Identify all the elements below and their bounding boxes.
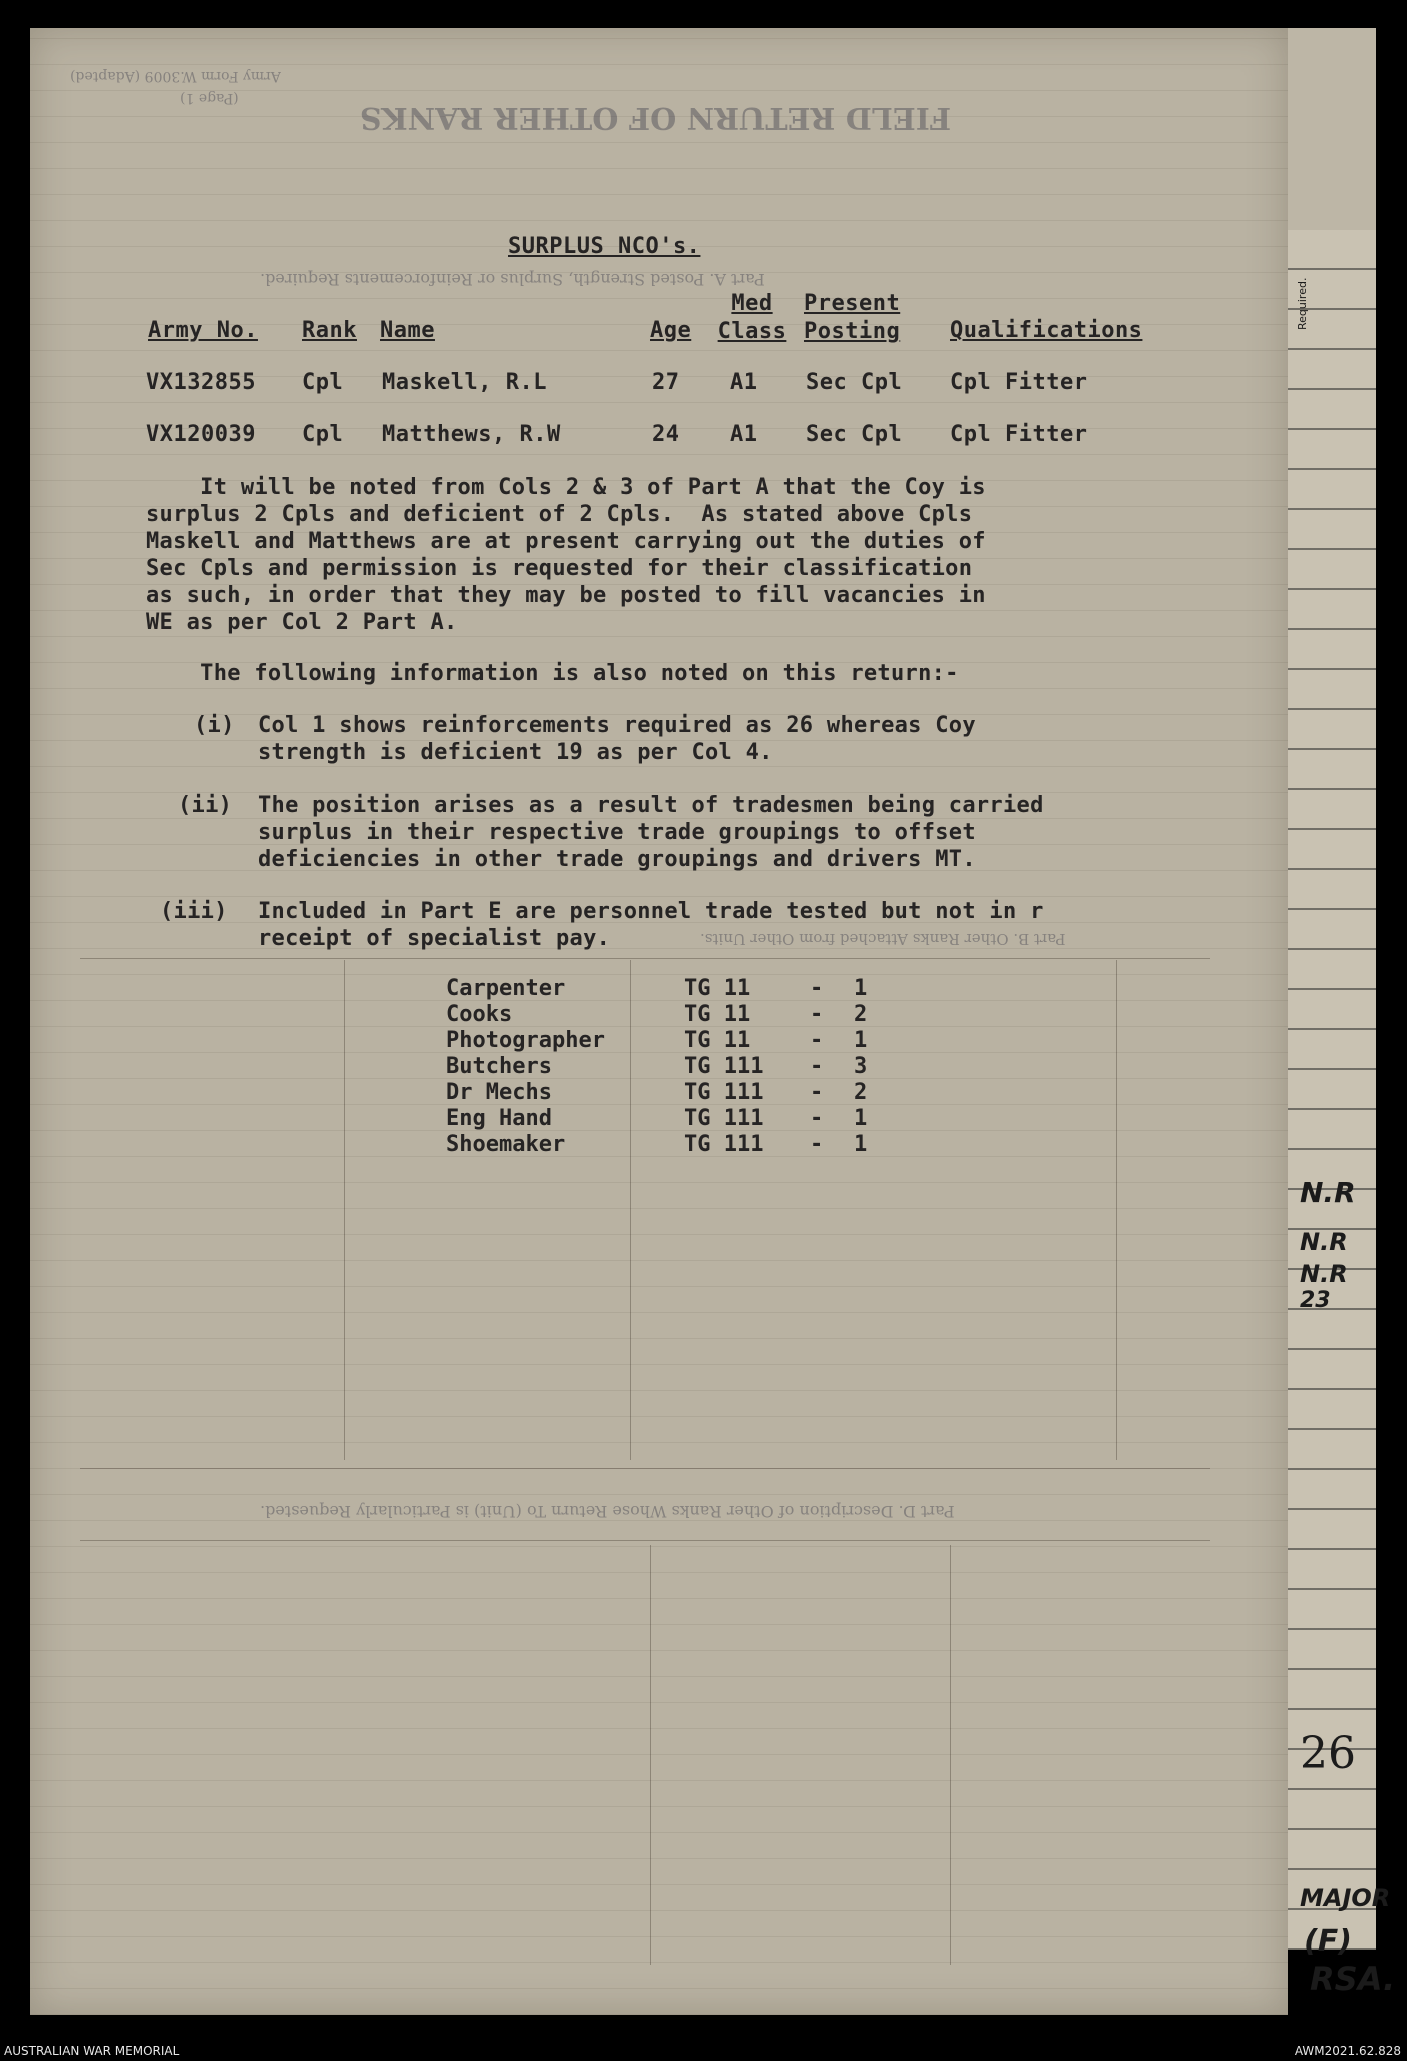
ruled-line — [344, 960, 345, 1460]
trade-dash: - — [810, 1106, 824, 1131]
margin-note-number: 26 — [1300, 1728, 1356, 1779]
list-item — [446, 1132, 868, 1282]
cell-qualifications: Cpl Fitter — [950, 370, 1088, 395]
page-title: SURPLUS NCO's. — [508, 234, 701, 259]
column-header-rank: Rank — [302, 318, 357, 343]
trade-name: Shoemaker — [446, 1132, 566, 1157]
underlying-sheet-edge — [1288, 230, 1376, 1950]
ruled-line — [80, 1540, 1210, 1541]
column-header-age: Age — [650, 318, 692, 343]
item-line: strength is deficient 19 as per Col 4. — [258, 740, 773, 765]
show-through-form-ref: Army Form W.3009 (Adapted) — [70, 68, 281, 84]
trade-group: TG 111 — [684, 1132, 764, 1157]
column-header-army-no: Army No. — [148, 318, 258, 343]
show-through-part-a: Part A. Posted Strength, Surplus or Reinforcements Required. — [260, 270, 765, 289]
margin-note-nr: N.R — [1300, 1260, 1348, 1288]
margin-note-nr: N.R — [1300, 1228, 1348, 1256]
trade-name: Cooks — [446, 1002, 513, 1027]
ruled-line — [650, 1545, 651, 1965]
column-header-present-posting: Present Posting — [804, 291, 901, 344]
ruled-line — [630, 960, 631, 1460]
paragraph-line: WE as per Col 2 Part A. — [146, 610, 458, 635]
trade-dash: - — [810, 1132, 824, 1157]
cell-name: Maskell, R.L — [382, 370, 547, 395]
trade-name: Photographer — [446, 1028, 605, 1053]
cell-rank: Cpl — [302, 370, 344, 395]
show-through-form-page: (Page 1) — [180, 90, 239, 106]
underlying-sheet-edge-top — [1288, 28, 1376, 230]
paragraph-line: surplus 2 Cpls and deficient of 2 Cpls. As stated above Cpls — [146, 502, 973, 527]
item-number: (ii) — [178, 793, 233, 818]
margin-note-nr: N.R — [1300, 1176, 1356, 1209]
item-line: surplus in their respective trade groupings to offset — [258, 820, 976, 845]
cell-army-no: VX120039 — [146, 422, 256, 447]
margin-note-rsa: RSA. — [1310, 1960, 1396, 1998]
cell-posting: Sec Cpl — [806, 370, 903, 395]
cell-army-no: VX132855 — [146, 370, 256, 395]
footer-institution: AUSTRALIAN WAR MEMORIAL — [4, 2044, 180, 2058]
margin-required-label: Required. — [1296, 277, 1309, 330]
column-header-qualifications: Qualifications — [950, 318, 1143, 343]
trade-dash: - — [810, 1028, 824, 1053]
ruled-line — [950, 1545, 951, 1965]
trade-dash: - — [810, 1054, 824, 1079]
trade-count: 1 — [854, 1106, 868, 1131]
trade-count: 3 — [854, 1054, 868, 1079]
cell-age: 27 — [652, 370, 680, 395]
trade-name: Eng Hand — [446, 1106, 552, 1131]
paragraph-line: Sec Cpls and permission is requested for their classification — [146, 556, 973, 581]
trade-group: TG 111 — [684, 1054, 764, 1079]
trade-group: TG 11 — [684, 1002, 751, 1027]
cell-med-class: A1 — [730, 370, 758, 395]
ruled-line — [80, 1468, 1210, 1469]
trade-count: 1 — [854, 976, 868, 1001]
trade-name: Butchers — [446, 1054, 552, 1079]
ruled-line — [1116, 960, 1117, 1460]
item-line: receipt of specialist pay. — [258, 926, 611, 951]
footer-accession-number: AWM2021.62.828 — [1294, 2044, 1401, 2058]
trade-group: TG 111 — [684, 1106, 764, 1131]
trade-dash: - — [810, 1080, 824, 1105]
column-header-med-class: Med Class — [717, 291, 787, 344]
item-line: Col 1 shows reinforcements required as 26 whereas Coy — [258, 713, 976, 738]
ruled-line — [80, 958, 1210, 959]
paragraph-line: Maskell and Matthews are at present carrying out the duties of — [146, 529, 986, 554]
trade-name: Carpenter — [446, 976, 566, 1001]
item-line: deficiencies in other trade groupings and drivers MT. — [258, 847, 976, 872]
cell-posting: Sec Cpl — [806, 422, 903, 447]
trade-group: TG 11 — [684, 976, 751, 1001]
margin-note-rank: MAJOR — [1300, 1884, 1391, 1912]
cell-rank: Cpl — [302, 422, 344, 447]
margin-note-number: 23 — [1300, 1288, 1331, 1313]
trade-dash: - — [810, 1002, 824, 1027]
trade-dash: - — [810, 976, 824, 1001]
paragraph-line: as such, in order that they may be posted to fill vacancies in — [146, 583, 986, 608]
trade-group: TG 11 — [684, 1028, 751, 1053]
trade-name: Dr Mechs — [446, 1080, 552, 1105]
trade-count: 1 — [854, 1132, 868, 1157]
cell-age: 24 — [652, 422, 680, 447]
show-through-part-d: Part D. Description of Other Ranks Whose Return To (Unit) is Particularly Requested. — [260, 1502, 955, 1521]
show-through-part-b: Part B. Other Ranks Attached from Other Units. — [700, 930, 1066, 948]
trade-count: 2 — [854, 1002, 868, 1027]
column-header-name: Name — [380, 318, 435, 343]
item-line: The position arises as a result of tradesmen being carried — [258, 793, 1044, 818]
paragraph-information-intro: The following information is also noted on this return:- — [146, 661, 959, 686]
item-number: (i) — [194, 713, 235, 738]
paragraph-line: It will be noted from Cols 2 & 3 of Part A that the Coy is — [146, 475, 986, 500]
trade-count: 1 — [854, 1028, 868, 1053]
cell-name: Matthews, R.W — [382, 422, 561, 447]
item-number: (iii) — [160, 899, 228, 924]
show-through-form-title: FIELD RETURN OF OTHER RANKS — [360, 100, 952, 135]
cell-med-class: A1 — [730, 422, 758, 447]
trade-count: 2 — [854, 1080, 868, 1105]
trade-group: TG 111 — [684, 1080, 764, 1105]
margin-note-f: (F) — [1304, 1924, 1352, 1959]
cell-qualifications: Cpl Fitter — [950, 422, 1088, 447]
item-line: Included in Part E are personnel trade tested but not in r — [258, 899, 1044, 924]
